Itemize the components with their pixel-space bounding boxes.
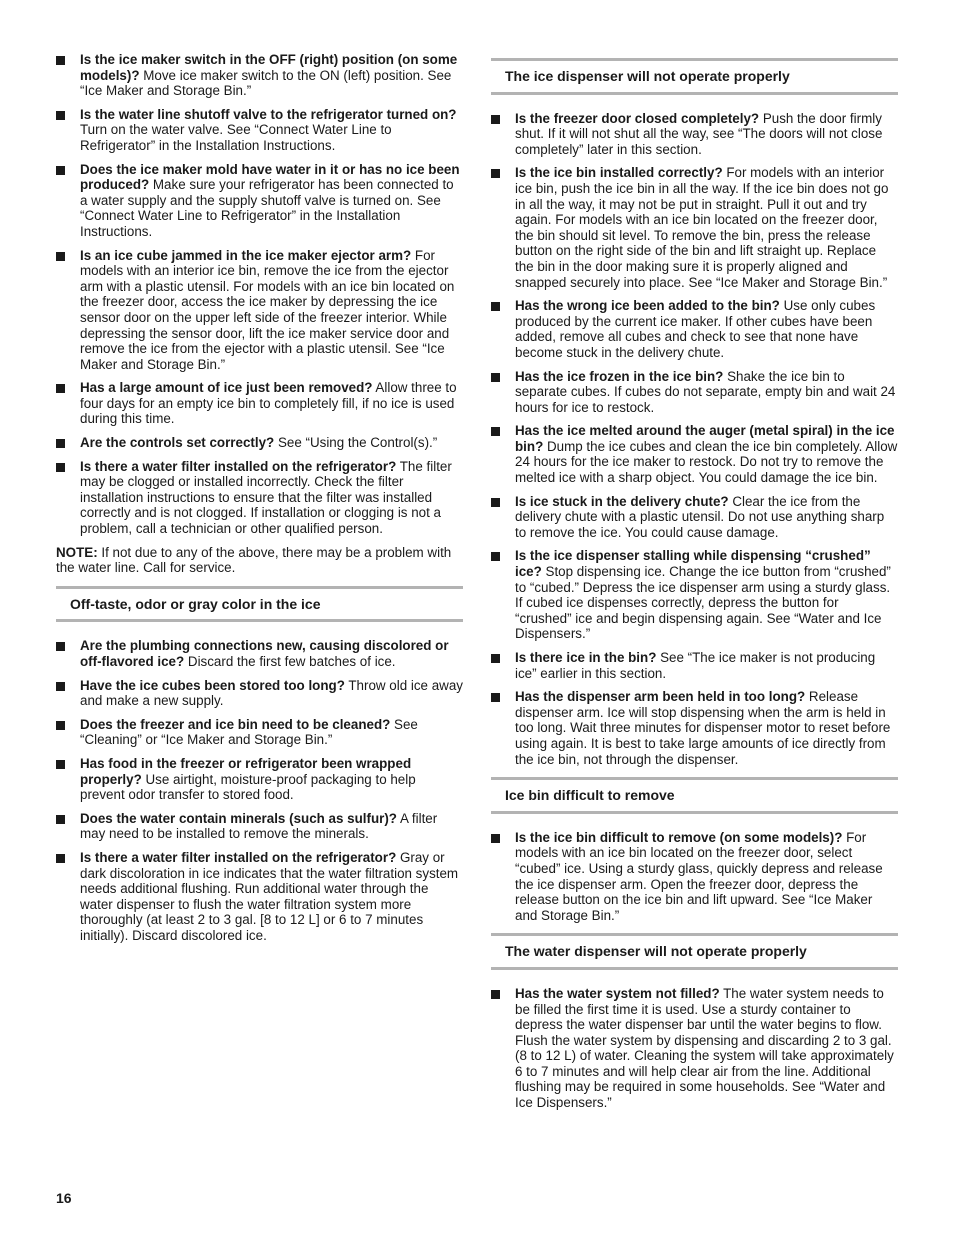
answer: Throw old ice away and make a new supply.: [80, 677, 463, 709]
square-bullet-icon: [56, 721, 65, 730]
answer: Turn on the water valve. See “Connect Water Line to Refrigerator” in the Installation Instructions.: [80, 122, 392, 153]
note-label: NOTE:: [56, 544, 98, 560]
list-item: [491, 689, 898, 767]
question: Is the water line shutoff valve to the refrigerator turned on?: [80, 106, 457, 122]
list-item: [56, 459, 463, 537]
square-bullet-icon: [491, 693, 500, 702]
page-number: 16: [56, 1190, 72, 1206]
question: Is ice stuck in the delivery chute?: [515, 493, 729, 509]
question: Are the plumbing connections new, causing discolored or off-flavored ice?: [80, 638, 449, 669]
answer: Allow three to four days for an empty ice bin to completely fill, if no ice is used during this time.: [80, 380, 457, 427]
square-bullet-icon: [56, 854, 65, 863]
square-bullet-icon: [491, 115, 500, 124]
answer: For models with an ice bin located on the freezer door, select “cubed” ice. Using a sturdy glass, quickly depress and release the ice dispenser arm. Open the freezer door, depress the release button on the ice bin and lift upward. See “Ice Maker and Storage Bin.”: [515, 829, 883, 923]
question: Has the wrong ice been added to the bin?: [515, 298, 780, 314]
square-bullet-icon: [491, 427, 500, 436]
square-bullet-icon: [56, 463, 65, 472]
section-heading-ice-bin: Ice bin difficult to remove: [491, 777, 898, 814]
answer: Push the door firmly shut. If it will not shut all the way, see “The doors will not close completely” later in this section.: [515, 110, 883, 157]
question: Has the water system not filled?: [515, 985, 720, 1001]
question: Has the dispenser arm been held in too long?: [515, 689, 806, 705]
square-bullet-icon: [491, 498, 500, 507]
question: Has a large amount of ice just been removed?: [80, 380, 373, 396]
list-item: [56, 162, 463, 240]
question: Has the ice frozen in the ice bin?: [515, 368, 724, 384]
answer: For models with an interior ice bin, push the ice bin in all the way. If the ice bin does not go in all the way, it may not be put in straight. Pull it out and try again. For models with an ice bin located on the freezer door, the bin should sit level. To remove the bin, press the release button on the right side of the bin and lift straight up. Replace the bin in the door making sure it is properly aligned and snapped securely into place. See “Ice Maker and Storage Bin.”: [515, 165, 889, 290]
list-item: [491, 650, 898, 681]
square-bullet-icon: [56, 815, 65, 824]
question: Has the ice melted around the auger (metal spiral) in the ice bin?: [515, 423, 895, 454]
list-item: [491, 298, 898, 360]
list-item: [56, 380, 463, 427]
question: Does the ice maker mold have water in it or has no ice been produced?: [80, 161, 460, 193]
question: Is the ice dispenser stalling while dispensing “crushed” ice?: [515, 548, 871, 580]
section-heading-water-dispenser: The water dispenser will not operate properly: [491, 933, 898, 970]
list-item: [491, 830, 898, 924]
list-item: [56, 811, 463, 842]
question: Is there ice in the bin?: [515, 650, 657, 665]
answer: Shake the ice bin to separate cubes. If cubes do not separate, empty bin and wait 24 hours for ice to restock.: [515, 368, 896, 415]
list-item: [56, 678, 463, 709]
question: Is an ice cube jammed in the ice maker ejector arm?: [80, 247, 412, 263]
question: Is the freezer door closed completely?: [515, 110, 760, 126]
list-item: [56, 850, 463, 944]
question: Is there a water filter installed on the refrigerator?: [80, 849, 397, 865]
list-item: [491, 111, 898, 158]
square-bullet-icon: [491, 302, 500, 311]
square-bullet-icon: [491, 169, 500, 178]
answer: For models with an interior ice bin, remove the ice from the ejector arm with a plastic utensil. For models with an ice bin located on the freezer door, access the ice maker by depressing the ice sensor door on the upper left side of the freezer interior. While depressing the sensor door, lift the ice maker service door and remove the ice from the ejector with a plastic utensil. See “Ice Maker and Storage Bin.”: [80, 247, 455, 372]
question: Is there a water filter installed on the refrigerator?: [80, 458, 397, 474]
answer: Move ice maker switch to the ON (left) position. See “Ice Maker and Storage Bin.”: [80, 67, 452, 99]
answer: Gray or dark discoloration in ice indicates that the water filtration system needs additional flushing. Run additional water through the water dispenser to flush the water filtration system more thoroughly (at least 2 to 3 gal. [8 to 12 L] or 6 to 7 minutes initially). Discard discolored ice.: [80, 849, 459, 943]
list-item: [491, 548, 898, 642]
list-item: [491, 369, 898, 416]
question: Have the ice cubes been stored too long?: [80, 677, 345, 693]
answer: Release dispenser arm. Ice will stop dispensing when the arm is held in too long. Wait three minutes for dispenser motor to reset before using again. It is best to take large amounts of ice directly from the ice bin, not through the dispenser.: [515, 689, 891, 767]
answer: See “Cleaning” or “Ice Maker and Storage Bin.”: [80, 716, 418, 748]
square-bullet-icon: [491, 990, 500, 999]
answer: A filter may need to be installed to remove the minerals.: [80, 810, 438, 842]
question: Is the ice maker switch in the OFF (right) position (on some models)?: [80, 52, 458, 83]
list-item: [56, 52, 463, 99]
answer: The filter may be clogged or installed incorrectly. Check the filter installation instructions to ensure that the filter was installed correctly and is not clogged. If installation or clogging is not a problem, call a technician or other qualified person.: [80, 458, 452, 537]
list-item: [491, 423, 898, 485]
answer: Discard the first few batches of ice.: [184, 654, 396, 669]
section-heading-ice-dispenser: The ice dispenser will not operate properly: [491, 58, 898, 95]
list-item: [56, 435, 463, 451]
square-bullet-icon: [491, 834, 500, 843]
square-bullet-icon: [491, 373, 500, 382]
question: Has food in the freezer or refrigerator been wrapped properly?: [80, 755, 412, 787]
troubleshooting-list-off-taste: [56, 638, 463, 943]
section-heading-off-taste: Off-taste, odor or gray color in the ice: [56, 586, 463, 623]
list-item: [491, 986, 898, 1111]
right-column: [491, 58, 898, 1119]
square-bullet-icon: [56, 111, 65, 120]
question: Does the freezer and ice bin need to be cleaned?: [80, 716, 391, 732]
square-bullet-icon: [491, 654, 500, 663]
answer: Make sure your refrigerator has been connected to a water supply and the supply shutoff valve is turned on. See “Connect Water Line to Refrigerator” in the Installation Instructions.: [80, 177, 454, 239]
square-bullet-icon: [56, 384, 65, 393]
troubleshooting-list-ice-maker: [56, 52, 463, 537]
answer: The water system needs to be filled the first time it is used. Use a sturdy container to depress the water dispenser bar until the water begins to flow. Flush the water system by dispensing and discarding 2 to 3 gal. (8 to 12 L) of water. Cleaning the system will take approximately 6 to 7 minutes and will help clear air from the line. Additional flushing may be required in some households. See “Water and Ice Dispensers.”: [515, 985, 894, 1111]
list-item: [491, 165, 898, 290]
square-bullet-icon: [56, 56, 65, 65]
square-bullet-icon: [56, 642, 65, 651]
answer: Clear the ice from the delivery chute with a plastic utensil. Do not use anything sharp to remove the ice. You could cause damage.: [515, 493, 885, 540]
answer: See “Using the Control(s).”: [274, 435, 438, 451]
list-item: [56, 756, 463, 803]
answer: Dump the ice cubes and clean the ice bin completely. Allow 24 hours for the ice maker to restock. Do not try to remove the melted ice with a sharp object. You could damage the ice bin.: [515, 438, 898, 486]
answer: Use only cubes produced by the current ice maker. If other cubes have been added, remove all cubes and check to see that none have become stuck in the delivery chute.: [515, 298, 876, 360]
list-item: [56, 248, 463, 373]
note-paragraph: [56, 545, 463, 576]
square-bullet-icon: [56, 166, 65, 175]
answer: See “The ice maker is not producing ice” earlier in this section.: [515, 650, 876, 681]
square-bullet-icon: [56, 682, 65, 691]
answer: Stop dispensing ice. Change the ice button from “crushed” to “cubed.” Depress the ice dispenser arm using a sturdy glass. If cubed ice dispenses correctly, depress the button for “crushed” ice and begin dispensing again. See “Water and Ice Dispensers.”: [515, 564, 891, 642]
answer: Use airtight, moisture-proof packaging to help prevent odor transfer to stored food.: [80, 771, 416, 803]
list-item: [56, 717, 463, 748]
question: Is the ice bin installed correctly?: [515, 165, 723, 181]
list-item: [56, 107, 463, 154]
troubleshooting-list-water-dispenser: [491, 986, 898, 1111]
troubleshooting-list-ice-dispenser: [491, 111, 898, 768]
list-item: [491, 494, 898, 541]
troubleshooting-list-ice-bin: [491, 830, 898, 924]
note-text: If not due to any of the above, there may be a problem with the water line. Call for service.: [56, 544, 452, 576]
question: Does the water contain minerals (such as sulfur)?: [80, 810, 397, 826]
list-item: [56, 638, 463, 669]
square-bullet-icon: [491, 552, 500, 561]
square-bullet-icon: [56, 760, 65, 769]
square-bullet-icon: [56, 252, 65, 261]
square-bullet-icon: [56, 439, 65, 448]
question: Are the controls set correctly?: [80, 435, 275, 451]
left-column: [56, 52, 463, 952]
question: Is the ice bin difficult to remove (on some models)?: [515, 829, 843, 845]
